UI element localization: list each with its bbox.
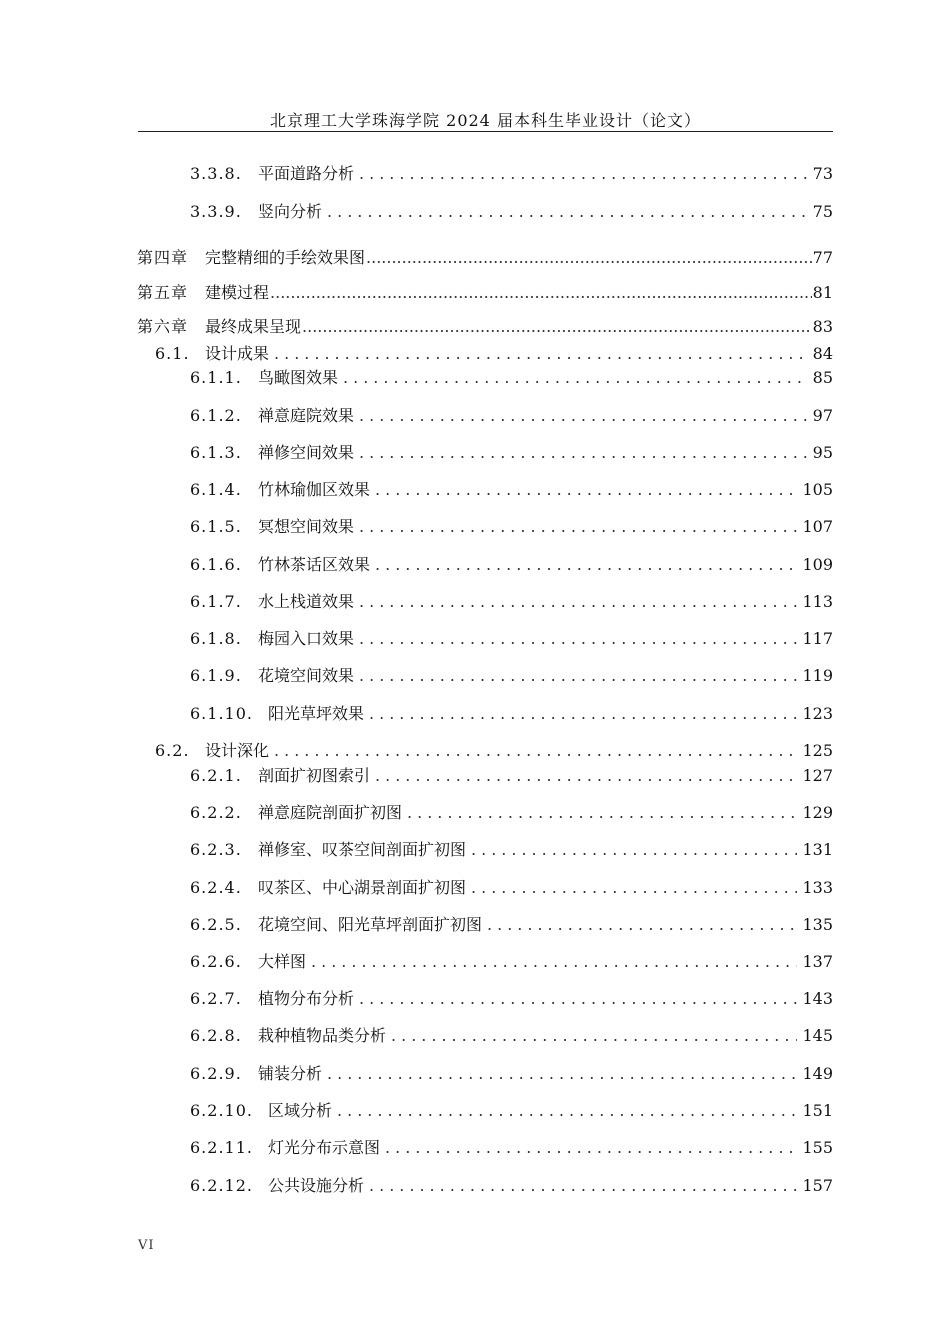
toc-title: 竹林瑜伽区效果 [258,480,371,499]
toc-leader [375,480,797,500]
toc-page-number: 84 [812,344,833,363]
toc-page-number: 117 [802,629,833,648]
toc-leader [407,803,797,823]
toc-leader [471,878,797,898]
toc-leader [274,741,797,761]
toc-page-number: 143 [802,989,833,1008]
toc-title: 禅修空间效果 [258,443,355,462]
toc-leader [375,766,797,786]
toc-page-number: 155 [802,1138,833,1157]
toc-entry[interactable] [0,364,833,388]
toc-entry[interactable] [0,160,833,184]
toc-number: 6.2.9. [190,1064,242,1083]
toc-entry[interactable] [0,279,833,303]
page-footer-number: VI [138,1238,155,1253]
toc-page-number: 75 [812,202,833,221]
toc-leader [369,1176,797,1196]
toc-entry[interactable] [0,513,833,537]
toc-title: 设计深化 [205,741,270,760]
toc-title: 设计成果 [205,344,270,363]
toc-number: 6.2.7. [190,989,242,1008]
toc-leader [359,592,797,612]
toc-page-number: 145 [802,1026,833,1045]
toc-entry[interactable] [0,244,833,268]
toc-leader [343,368,808,388]
toc-title: 剖面扩初图索引 [258,766,371,785]
toc-page-number: 113 [802,592,833,611]
toc-title: 完整精细的手绘效果图 [205,248,366,267]
toc-number: 6.1.1. [190,368,242,387]
toc-page-number: 95 [812,443,833,462]
toc-entry[interactable] [0,402,833,426]
toc-page-number: 129 [802,803,833,822]
toc-title: 建模过程 [205,283,270,302]
toc-number: 第六章 [137,317,189,336]
toc-title: 栽种植物品类分析 [258,1026,387,1045]
toc-title: 灯光分布示意图 [268,1138,381,1157]
toc-title: 禅意庭院剖面扩初图 [258,803,403,822]
toc-leader [359,989,797,1009]
toc-page-number: 107 [802,517,833,536]
toc-page-number: 85 [812,368,833,387]
toc-title: 植物分布分析 [258,989,355,1008]
toc-page-number: 133 [802,878,833,897]
toc-page-number: 119 [802,666,833,685]
toc-number: 第五章 [137,283,189,302]
toc-entry[interactable] [0,985,833,1009]
toc-title: 水上栈道效果 [258,592,355,611]
toc-leader [366,248,812,268]
toc-title: 叹茶区、中心湖景剖面扩初图 [258,878,467,897]
toc-number: 6.1.4. [190,480,242,499]
toc-number: 6.1.9. [190,666,242,685]
toc-leader [369,704,797,724]
toc-leader [274,344,808,364]
toc-leader [337,1101,797,1121]
toc-entry[interactable] [0,625,833,649]
toc-entry[interactable] [0,737,833,761]
toc-leader [302,317,812,337]
toc-leader [359,517,797,537]
toc-entry[interactable] [0,551,833,575]
toc-leader [270,283,812,303]
toc-page-number: 83 [812,317,833,336]
toc-number: 6.2.5. [190,915,242,934]
toc-page-number: 151 [802,1101,833,1120]
toc-entry[interactable] [0,762,833,786]
toc-title: 竖向分析 [258,202,323,221]
toc-number: 6.1.5. [190,517,242,536]
toc-title: 区域分析 [268,1101,333,1120]
toc-entry[interactable] [0,340,833,364]
toc-number: 6.2.2. [190,803,242,822]
toc-leader [375,555,797,575]
toc-number: 6.1.10. [190,704,253,723]
toc-entry[interactable] [0,799,833,823]
toc-number: 3.3.9. [190,202,242,221]
toc-entry[interactable] [0,588,833,612]
toc-number: 6.2. [155,741,190,760]
toc-entry[interactable] [0,836,833,860]
toc-page-number: 149 [802,1064,833,1083]
toc-leader [359,666,797,686]
toc-leader [359,443,808,463]
toc-number: 6.2.11. [190,1138,253,1157]
toc-number: 6.1.8. [190,629,242,648]
toc-page-number: 81 [812,283,833,302]
toc-title: 冥想空间效果 [258,517,355,536]
toc-title: 梅园入口效果 [258,629,355,648]
toc-entry[interactable] [0,662,833,686]
toc-title: 大样图 [258,952,307,971]
toc-leader [327,202,808,222]
toc-title: 禅修室、叹茶空间剖面扩初图 [258,840,467,859]
toc-number: 6.1.6. [190,555,242,574]
toc-entry[interactable] [0,439,833,463]
toc-number: 6.2.1. [190,766,242,785]
toc-page-number: 77 [812,248,833,267]
toc-entry[interactable] [0,911,833,935]
toc-entry[interactable] [0,874,833,898]
toc-leader [327,1064,797,1084]
toc-entry[interactable] [0,1172,833,1196]
toc-entry[interactable] [0,1060,833,1084]
toc-number: 6.2.3. [190,840,242,859]
toc-number: 6.1.7. [190,592,242,611]
toc-entry[interactable] [0,313,833,337]
toc-page-number: 127 [802,766,833,785]
page-header: 北京理工大学珠海学院 2024 届本科生毕业设计（论文） [270,111,701,130]
toc-title: 竹林茶话区效果 [258,555,371,574]
toc-title: 阳光草坪效果 [268,704,365,723]
toc-number: 6.2.4. [190,878,242,897]
toc-number: 6.2.12. [190,1176,253,1195]
toc-page-number: 97 [812,406,833,425]
toc-number: 6.2.6. [190,952,242,971]
toc-number: 6.1.2. [190,406,242,425]
toc-number: 第四章 [137,248,189,267]
toc-page-number: 125 [802,741,833,760]
toc-entry[interactable] [0,476,833,500]
toc-title: 最终成果呈现 [205,317,302,336]
toc-number: 6.1. [155,344,190,363]
toc-title: 花境空间效果 [258,666,355,685]
toc-page-number: 109 [802,555,833,574]
toc-title: 鸟瞰图效果 [258,368,339,387]
toc-page-number: 73 [812,164,833,183]
toc-title: 平面道路分析 [258,164,355,183]
toc-title: 禅意庭院效果 [258,406,355,425]
toc-page-number: 123 [802,704,833,723]
toc-number: 6.2.10. [190,1101,253,1120]
toc-entry[interactable] [0,198,833,222]
toc-leader [391,1026,797,1046]
toc-entry[interactable] [0,948,833,972]
toc-title: 公共设施分析 [268,1176,365,1195]
toc-page-number: 131 [802,840,833,859]
toc-title: 铺装分析 [258,1064,323,1083]
toc-leader [385,1138,797,1158]
toc-page-number: 105 [802,480,833,499]
header-rule [138,131,833,132]
toc-entry[interactable] [0,1097,833,1121]
toc-entry[interactable] [0,700,833,724]
toc-page-number: 157 [802,1176,833,1195]
toc-title: 花境空间、阳光草坪剖面扩初图 [258,915,483,934]
toc-entry[interactable] [0,1134,833,1158]
toc-number: 3.3.8. [190,164,242,183]
toc-leader [487,915,797,935]
toc-page-number: 135 [802,915,833,934]
toc-number: 6.2.8. [190,1026,242,1045]
toc-entry[interactable] [0,1022,833,1046]
toc-leader [471,840,797,860]
toc-leader [311,952,797,972]
toc-leader [359,406,808,426]
toc-leader [359,629,797,649]
toc-leader [359,164,808,184]
toc-number: 6.1.3. [190,443,242,462]
toc-page-number: 137 [802,952,833,971]
